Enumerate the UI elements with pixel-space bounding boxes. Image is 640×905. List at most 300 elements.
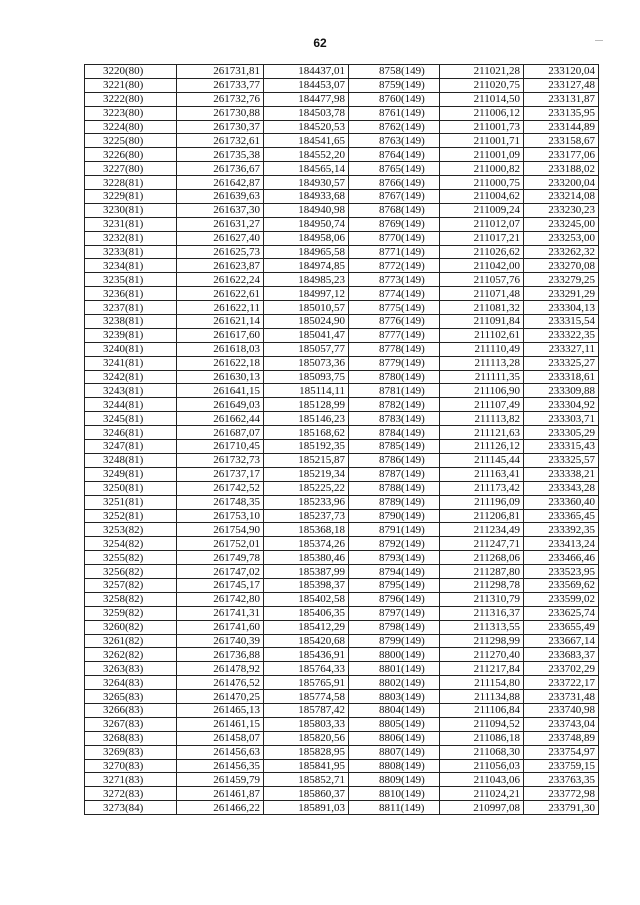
table-cell-x-coordinate-right: 211287,80 [440,565,524,579]
table-cell-x-coordinate-right: 211313,55 [440,620,524,634]
table-cell-y-coordinate-right: 233599,02 [524,592,599,606]
table-cell-point-id-right: 8802(149) [349,676,440,690]
table-cell-point-id-left: 3259(82) [85,606,177,620]
table-cell-x-coordinate-right: 211020,75 [440,78,524,92]
table-cell-point-id-right: 8781(149) [349,384,440,398]
table-cell-point-id-right: 8762(149) [349,120,440,134]
table-cell-y-coordinate-left: 185128,99 [264,398,349,412]
table-row [85,773,599,787]
table-cell-x-coordinate-left: 261740,39 [177,634,264,648]
table-cell-point-id-left: 3237(81) [85,301,177,315]
table-row [85,106,599,120]
table-row [85,65,599,79]
table-cell-y-coordinate-left: 185774,58 [264,690,349,704]
table-cell-y-coordinate-right: 233702,29 [524,662,599,676]
table-cell-y-coordinate-left: 185114,11 [264,384,349,398]
table-cell-point-id-right: 8799(149) [349,634,440,648]
table-cell-x-coordinate-left: 261687,07 [177,426,264,440]
table-cell-x-coordinate-left: 261732,73 [177,453,264,467]
table-cell-point-id-right: 8790(149) [349,509,440,523]
table-cell-x-coordinate-left: 261753,10 [177,509,264,523]
table-cell-y-coordinate-right: 233365,45 [524,509,599,523]
table-row [85,231,599,245]
table-cell-x-coordinate-left: 261456,63 [177,745,264,759]
table-cell-x-coordinate-right: 211121,63 [440,426,524,440]
table-cell-x-coordinate-left: 261622,61 [177,287,264,301]
table-cell-point-id-right: 8765(149) [349,162,440,176]
table-cell-y-coordinate-left: 185057,77 [264,342,349,356]
table-cell-x-coordinate-left: 261649,03 [177,398,264,412]
table-cell-point-id-left: 3250(81) [85,481,177,495]
table-cell-point-id-left: 3228(81) [85,176,177,190]
table-cell-y-coordinate-left: 185891,03 [264,801,349,815]
table-cell-y-coordinate-left: 185764,33 [264,662,349,676]
table-cell-point-id-right: 8801(149) [349,662,440,676]
table-cell-x-coordinate-left: 261752,01 [177,537,264,551]
table-cell-point-id-left: 3231(81) [85,217,177,231]
table-cell-y-coordinate-left: 185237,73 [264,509,349,523]
coordinates-table [84,64,599,815]
table-cell-point-id-right: 8771(149) [349,245,440,259]
table-cell-point-id-right: 8760(149) [349,92,440,106]
table-cell-point-id-left: 3232(81) [85,231,177,245]
table-cell-y-coordinate-right: 233754,97 [524,745,599,759]
table-row [85,801,599,815]
table-row [85,565,599,579]
table-cell-x-coordinate-left: 261742,52 [177,481,264,495]
table-cell-y-coordinate-right: 233230,23 [524,203,599,217]
table-row [85,787,599,801]
table-cell-x-coordinate-left: 261627,40 [177,231,264,245]
table-row [85,384,599,398]
table-cell-point-id-left: 3270(83) [85,759,177,773]
table-cell-y-coordinate-left: 184933,68 [264,190,349,204]
table-cell-y-coordinate-right: 233303,71 [524,412,599,426]
table-cell-x-coordinate-right: 211017,21 [440,231,524,245]
table-cell-point-id-left: 3234(81) [85,259,177,273]
table-cell-y-coordinate-right: 233214,08 [524,190,599,204]
table-cell-x-coordinate-right: 211071,48 [440,287,524,301]
table-cell-point-id-right: 8804(149) [349,703,440,717]
table-cell-x-coordinate-right: 211111,35 [440,370,524,384]
table-cell-point-id-left: 3220(80) [85,65,177,79]
table-cell-point-id-left: 3249(81) [85,467,177,481]
table-cell-x-coordinate-right: 211126,12 [440,440,524,454]
table-cell-x-coordinate-left: 261478,92 [177,662,264,676]
table-row [85,606,599,620]
table-cell-point-id-right: 8777(149) [349,328,440,342]
table-cell-x-coordinate-left: 261625,73 [177,245,264,259]
table-cell-x-coordinate-right: 211068,30 [440,745,524,759]
table-cell-point-id-left: 3264(83) [85,676,177,690]
table-row [85,176,599,190]
table-row [85,745,599,759]
table-cell-point-id-right: 8792(149) [349,537,440,551]
table-cell-y-coordinate-left: 184565,14 [264,162,349,176]
table-cell-x-coordinate-left: 261741,31 [177,606,264,620]
table-cell-x-coordinate-right: 211012,07 [440,217,524,231]
table-cell-x-coordinate-left: 261637,30 [177,203,264,217]
table-cell-y-coordinate-right: 233279,25 [524,273,599,287]
table-cell-y-coordinate-left: 185168,62 [264,426,349,440]
table-cell-y-coordinate-left: 185852,71 [264,773,349,787]
table-cell-point-id-right: 8791(149) [349,523,440,537]
table-row [85,148,599,162]
table-cell-x-coordinate-left: 261662,44 [177,412,264,426]
table-cell-y-coordinate-left: 185398,37 [264,578,349,592]
table-cell-point-id-right: 8793(149) [349,551,440,565]
table-cell-point-id-left: 3225(80) [85,134,177,148]
table-cell-y-coordinate-left: 184477,98 [264,92,349,106]
table-cell-x-coordinate-right: 211000,82 [440,162,524,176]
table-cell-y-coordinate-left: 185225,22 [264,481,349,495]
table-cell-y-coordinate-right: 233315,54 [524,315,599,329]
table-cell-x-coordinate-left: 261459,79 [177,773,264,787]
table-cell-x-coordinate-right: 211014,50 [440,92,524,106]
table-row [85,315,599,329]
table-cell-x-coordinate-right: 211001,09 [440,148,524,162]
table-cell-x-coordinate-left: 261745,17 [177,578,264,592]
table-cell-point-id-left: 3260(82) [85,620,177,634]
table-cell-point-id-right: 8798(149) [349,620,440,634]
table-cell-x-coordinate-right: 211247,71 [440,537,524,551]
table-cell-y-coordinate-right: 233322,35 [524,328,599,342]
table-cell-y-coordinate-left: 185380,46 [264,551,349,565]
table-cell-y-coordinate-left: 185215,87 [264,453,349,467]
table-cell-point-id-right: 8773(149) [349,273,440,287]
table-row [85,287,599,301]
table-cell-x-coordinate-right: 211009,24 [440,203,524,217]
table-cell-x-coordinate-left: 261736,67 [177,162,264,176]
table-cell-x-coordinate-left: 261461,87 [177,787,264,801]
table-cell-y-coordinate-right: 233360,40 [524,495,599,509]
table-cell-x-coordinate-right: 211024,21 [440,787,524,801]
table-cell-point-id-left: 3253(82) [85,523,177,537]
table-cell-y-coordinate-left: 184453,07 [264,78,349,92]
table-cell-x-coordinate-left: 261741,60 [177,620,264,634]
table-cell-point-id-right: 8764(149) [349,148,440,162]
table-cell-x-coordinate-right: 211001,73 [440,120,524,134]
table-row [85,412,599,426]
table-cell-x-coordinate-left: 261747,02 [177,565,264,579]
table-cell-y-coordinate-left: 185860,37 [264,787,349,801]
table-cell-x-coordinate-left: 261466,22 [177,801,264,815]
table-cell-y-coordinate-left: 185368,18 [264,523,349,537]
table-cell-point-id-left: 3255(82) [85,551,177,565]
table-row [85,203,599,217]
table-row [85,578,599,592]
table-cell-point-id-right: 8809(149) [349,773,440,787]
table-cell-x-coordinate-left: 261733,77 [177,78,264,92]
table-cell-x-coordinate-right: 211000,75 [440,176,524,190]
table-cell-y-coordinate-right: 233318,61 [524,370,599,384]
table-cell-x-coordinate-right: 211310,79 [440,592,524,606]
table-cell-x-coordinate-left: 261742,80 [177,592,264,606]
table-cell-point-id-right: 8772(149) [349,259,440,273]
table-cell-x-coordinate-right: 211042,00 [440,259,524,273]
table-cell-x-coordinate-right: 211268,06 [440,551,524,565]
table-cell-point-id-right: 8794(149) [349,565,440,579]
table-cell-point-id-right: 8806(149) [349,731,440,745]
table-cell-x-coordinate-right: 211091,84 [440,315,524,329]
table-cell-x-coordinate-left: 261642,87 [177,176,264,190]
table-cell-x-coordinate-left: 261732,61 [177,134,264,148]
table-cell-point-id-right: 8782(149) [349,398,440,412]
table-cell-point-id-right: 8774(149) [349,287,440,301]
table-cell-y-coordinate-left: 185402,58 [264,592,349,606]
table-cell-x-coordinate-right: 211026,62 [440,245,524,259]
table-cell-y-coordinate-right: 233327,11 [524,342,599,356]
table-cell-point-id-left: 3257(82) [85,578,177,592]
table-cell-point-id-right: 8796(149) [349,592,440,606]
table-cell-y-coordinate-right: 233177,06 [524,148,599,162]
table-cell-y-coordinate-left: 185073,36 [264,356,349,370]
table-cell-point-id-left: 3245(81) [85,412,177,426]
table-cell-y-coordinate-right: 233392,35 [524,523,599,537]
table-row [85,481,599,495]
table-cell-y-coordinate-left: 185803,33 [264,717,349,731]
table-cell-y-coordinate-right: 233743,04 [524,717,599,731]
table-cell-y-coordinate-left: 185219,34 [264,467,349,481]
table-cell-point-id-left: 3226(80) [85,148,177,162]
table-cell-point-id-right: 8785(149) [349,440,440,454]
table-cell-y-coordinate-right: 233131,87 [524,92,599,106]
table-cell-y-coordinate-left: 185374,26 [264,537,349,551]
table-cell-y-coordinate-right: 233291,29 [524,287,599,301]
table-cell-x-coordinate-left: 261631,27 [177,217,264,231]
table-cell-point-id-left: 3248(81) [85,453,177,467]
table-cell-x-coordinate-right: 211106,90 [440,384,524,398]
table-cell-point-id-right: 8787(149) [349,467,440,481]
table-cell-x-coordinate-right: 211006,12 [440,106,524,120]
table-cell-x-coordinate-right: 211004,62 [440,190,524,204]
table-cell-x-coordinate-right: 211001,71 [440,134,524,148]
table-cell-x-coordinate-left: 261622,11 [177,301,264,315]
table-cell-x-coordinate-right: 211206,81 [440,509,524,523]
table-cell-y-coordinate-left: 185233,96 [264,495,349,509]
table-cell-x-coordinate-right: 211043,06 [440,773,524,787]
table-cell-y-coordinate-right: 233304,92 [524,398,599,412]
table-cell-y-coordinate-left: 184940,98 [264,203,349,217]
table-row [85,523,599,537]
table-row [85,328,599,342]
table-cell-y-coordinate-right: 233413,24 [524,537,599,551]
table-cell-x-coordinate-right: 210997,08 [440,801,524,815]
table-cell-y-coordinate-right: 233304,13 [524,301,599,315]
table-cell-x-coordinate-left: 261617,60 [177,328,264,342]
page-number: 62 [313,36,327,50]
table-cell-x-coordinate-left: 261641,15 [177,384,264,398]
table-cell-y-coordinate-right: 233270,08 [524,259,599,273]
table-cell-point-id-right: 8808(149) [349,759,440,773]
table-cell-x-coordinate-left: 261749,78 [177,551,264,565]
table-cell-y-coordinate-right: 233253,00 [524,231,599,245]
table-cell-point-id-left: 3238(81) [85,315,177,329]
table-cell-y-coordinate-left: 185146,23 [264,412,349,426]
table-row [85,717,599,731]
table-row [85,356,599,370]
table-cell-point-id-left: 3266(83) [85,703,177,717]
table-cell-x-coordinate-left: 261735,38 [177,148,264,162]
table-cell-point-id-right: 8770(149) [349,231,440,245]
table-cell-point-id-right: 8807(149) [349,745,440,759]
table-cell-y-coordinate-left: 184541,65 [264,134,349,148]
table-cell-x-coordinate-right: 211056,03 [440,759,524,773]
table-cell-y-coordinate-right: 233120,04 [524,65,599,79]
table-cell-x-coordinate-left: 261456,35 [177,759,264,773]
table-cell-y-coordinate-right: 233325,57 [524,453,599,467]
table-cell-y-coordinate-left: 185841,95 [264,759,349,773]
table-cell-point-id-right: 8775(149) [349,301,440,315]
table-cell-y-coordinate-right: 233731,48 [524,690,599,704]
table-cell-x-coordinate-right: 211234,49 [440,523,524,537]
table-cell-point-id-left: 3251(81) [85,495,177,509]
table-cell-x-coordinate-right: 211298,78 [440,578,524,592]
table-row [85,648,599,662]
table-cell-y-coordinate-right: 233748,89 [524,731,599,745]
table-cell-x-coordinate-right: 211163,41 [440,467,524,481]
table-cell-y-coordinate-left: 184985,23 [264,273,349,287]
table-row [85,217,599,231]
table-cell-point-id-left: 3222(80) [85,92,177,106]
table-cell-point-id-right: 8759(149) [349,78,440,92]
table-cell-y-coordinate-left: 185765,91 [264,676,349,690]
table-cell-y-coordinate-left: 185412,29 [264,620,349,634]
table-row [85,592,599,606]
table-cell-y-coordinate-right: 233466,46 [524,551,599,565]
table-cell-y-coordinate-left: 185024,90 [264,315,349,329]
table-cell-y-coordinate-right: 233245,00 [524,217,599,231]
table-cell-point-id-right: 8786(149) [349,453,440,467]
table-cell-x-coordinate-right: 211316,37 [440,606,524,620]
table-cell-y-coordinate-left: 185820,56 [264,731,349,745]
table-cell-x-coordinate-right: 211217,84 [440,662,524,676]
table-cell-point-id-left: 3263(83) [85,662,177,676]
table-cell-point-id-left: 3239(81) [85,328,177,342]
table-row [85,620,599,634]
table-cell-x-coordinate-left: 261623,87 [177,259,264,273]
table-cell-point-id-left: 3272(83) [85,787,177,801]
table-cell-x-coordinate-left: 261618,03 [177,342,264,356]
table-cell-y-coordinate-left: 184997,12 [264,287,349,301]
table-cell-y-coordinate-right: 233262,32 [524,245,599,259]
table-cell-point-id-right: 8758(149) [349,65,440,79]
table-cell-point-id-right: 8784(149) [349,426,440,440]
table-cell-y-coordinate-right: 233158,67 [524,134,599,148]
table-cell-x-coordinate-left: 261730,37 [177,120,264,134]
table-cell-x-coordinate-left: 261622,24 [177,273,264,287]
table-cell-y-coordinate-right: 233655,49 [524,620,599,634]
table-cell-y-coordinate-left: 185436,91 [264,648,349,662]
table-row [85,245,599,259]
table-cell-point-id-right: 8803(149) [349,690,440,704]
table-row [85,134,599,148]
table-cell-point-id-left: 3243(81) [85,384,177,398]
table-cell-y-coordinate-right: 233315,43 [524,440,599,454]
table-cell-y-coordinate-left: 185387,99 [264,565,349,579]
table-row [85,690,599,704]
table-cell-x-coordinate-left: 261730,88 [177,106,264,120]
table-cell-point-id-right: 8783(149) [349,412,440,426]
table-cell-point-id-left: 3265(83) [85,690,177,704]
table-cell-x-coordinate-right: 211134,88 [440,690,524,704]
table-cell-point-id-right: 8797(149) [349,606,440,620]
table-cell-y-coordinate-right: 233740,98 [524,703,599,717]
table-cell-point-id-right: 8776(149) [349,315,440,329]
table-cell-y-coordinate-left: 185010,57 [264,301,349,315]
table-cell-point-id-right: 8766(149) [349,176,440,190]
table-row [85,273,599,287]
table-cell-point-id-left: 3262(82) [85,648,177,662]
table-cell-x-coordinate-right: 211107,49 [440,398,524,412]
table-cell-x-coordinate-right: 211270,40 [440,648,524,662]
table-cell-point-id-right: 8763(149) [349,134,440,148]
table-cell-x-coordinate-left: 261461,15 [177,717,264,731]
table-cell-point-id-right: 8800(149) [349,648,440,662]
table-cell-x-coordinate-left: 261736,88 [177,648,264,662]
table-cell-x-coordinate-right: 211196,09 [440,495,524,509]
table-row [85,440,599,454]
table-cell-point-id-right: 8769(149) [349,217,440,231]
table-cell-x-coordinate-left: 261622,18 [177,356,264,370]
table-cell-y-coordinate-left: 185041,47 [264,328,349,342]
table-cell-x-coordinate-left: 261710,45 [177,440,264,454]
table-cell-x-coordinate-right: 211094,52 [440,717,524,731]
table-row [85,78,599,92]
table-cell-y-coordinate-right: 233523,95 [524,565,599,579]
table-cell-y-coordinate-right: 233722,17 [524,676,599,690]
table-cell-y-coordinate-right: 233127,48 [524,78,599,92]
table-cell-x-coordinate-left: 261639,63 [177,190,264,204]
table-row [85,703,599,717]
table-cell-point-id-left: 3230(81) [85,203,177,217]
table-cell-y-coordinate-left: 184950,74 [264,217,349,231]
table-cell-point-id-left: 3256(82) [85,565,177,579]
table-row [85,495,599,509]
table-cell-x-coordinate-left: 261621,14 [177,315,264,329]
table-row [85,537,599,551]
coordinates-table-body [85,65,599,815]
table-cell-point-id-left: 3223(80) [85,106,177,120]
table-cell-y-coordinate-right: 233144,89 [524,120,599,134]
table-cell-x-coordinate-left: 261458,07 [177,731,264,745]
table-cell-x-coordinate-left: 261476,52 [177,676,264,690]
table-cell-point-id-left: 3233(81) [85,245,177,259]
table-cell-x-coordinate-left: 261737,17 [177,467,264,481]
table-cell-y-coordinate-left: 184552,20 [264,148,349,162]
table-cell-point-id-left: 3267(83) [85,717,177,731]
table-cell-point-id-right: 8779(149) [349,356,440,370]
table-cell-point-id-right: 8780(149) [349,370,440,384]
table-cell-point-id-right: 8810(149) [349,787,440,801]
table-cell-y-coordinate-right: 233763,35 [524,773,599,787]
table-cell-y-coordinate-right: 233791,30 [524,801,599,815]
table-cell-y-coordinate-right: 233309,88 [524,384,599,398]
table-cell-y-coordinate-left: 185787,42 [264,703,349,717]
table-cell-x-coordinate-right: 211057,76 [440,273,524,287]
table-cell-point-id-left: 3224(80) [85,120,177,134]
table-cell-point-id-right: 8805(149) [349,717,440,731]
table-cell-y-coordinate-left: 184958,06 [264,231,349,245]
table-cell-point-id-left: 3235(81) [85,273,177,287]
table-cell-y-coordinate-left: 184520,53 [264,120,349,134]
table-cell-point-id-right: 8795(149) [349,578,440,592]
table-row [85,162,599,176]
table-cell-y-coordinate-right: 233772,98 [524,787,599,801]
table-cell-y-coordinate-right: 233625,74 [524,606,599,620]
table-cell-x-coordinate-right: 211173,42 [440,481,524,495]
table-cell-y-coordinate-left: 184974,85 [264,259,349,273]
